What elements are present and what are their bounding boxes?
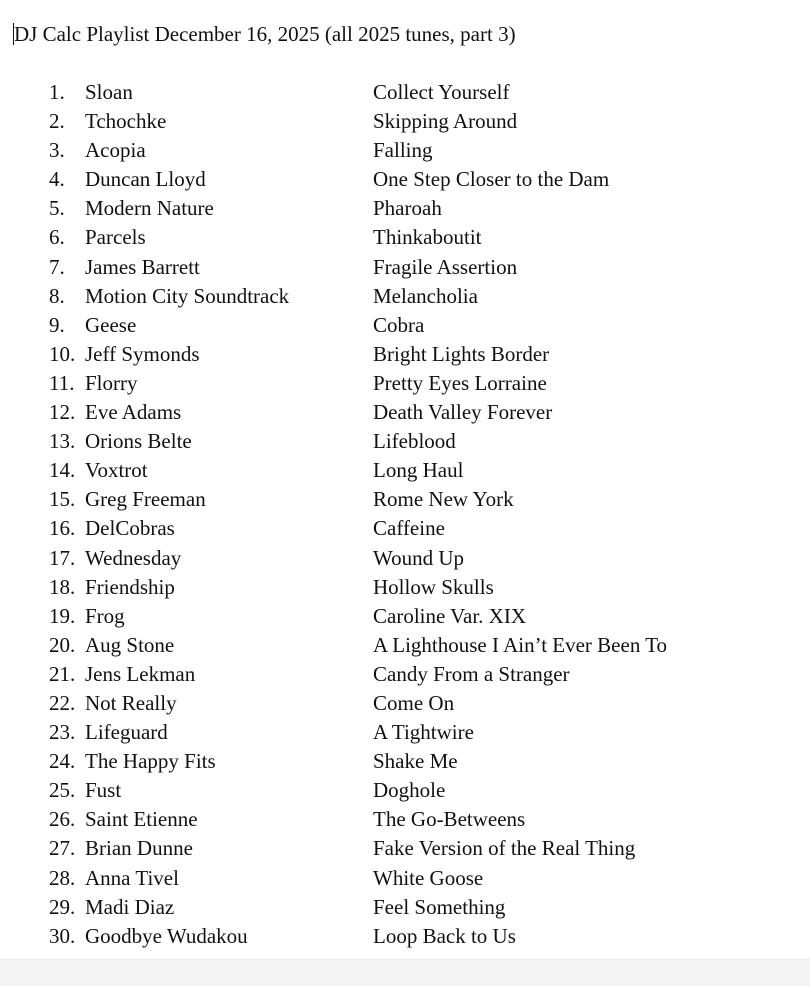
document-title-line[interactable] xyxy=(13,20,516,48)
track-artist[interactable]: DelCobras xyxy=(85,516,175,541)
track-number: 2. xyxy=(49,109,65,134)
track-song[interactable]: Caroline Var. XIX xyxy=(373,603,526,628)
track-artist[interactable]: The Happy Fits xyxy=(85,749,216,774)
track-artist[interactable]: Madi Diaz xyxy=(85,894,175,919)
track-song[interactable]: One Step Closer to the Dam xyxy=(373,167,610,192)
track-number: 4. xyxy=(49,167,65,192)
track-number: 9. xyxy=(49,312,65,337)
track-number: 21. xyxy=(49,661,76,686)
track-number: 24. xyxy=(49,749,76,774)
track-number: 28. xyxy=(49,865,76,890)
track-artist[interactable]: Anna Tivel xyxy=(85,865,179,890)
track-artist[interactable]: Sloan xyxy=(85,80,133,104)
track-number: 18. xyxy=(49,574,76,599)
track-artist[interactable]: Goodbye Wudakou xyxy=(85,923,248,948)
track-artist[interactable]: Greg Freeman xyxy=(85,487,206,512)
track-song[interactable]: A Tightwire xyxy=(373,720,474,745)
track-artist[interactable]: Fust xyxy=(85,778,122,803)
track-artist[interactable]: Parcels xyxy=(85,225,146,250)
track-song[interactable]: Doghole xyxy=(373,778,446,803)
track-artist[interactable]: Lifeguard xyxy=(85,720,168,745)
track-song[interactable]: Long Haul xyxy=(373,458,464,483)
track-song[interactable]: A Lighthouse I Ain’t Ever Been To xyxy=(373,632,668,657)
track-artist[interactable]: James Barrett xyxy=(85,254,200,279)
track-number: 3. xyxy=(49,138,65,163)
track-song[interactable]: Pretty Eyes Lorraine xyxy=(373,370,547,395)
track-number: 26. xyxy=(49,807,76,832)
track-number: 10. xyxy=(49,341,76,366)
track-artist[interactable]: Duncan Lloyd xyxy=(85,167,206,192)
track-song[interactable]: Bright Lights Border xyxy=(373,341,550,366)
track-number: 22. xyxy=(49,690,76,715)
track-artist[interactable]: Aug Stone xyxy=(85,632,175,657)
track-song[interactable]: Come On xyxy=(373,690,455,715)
track-number: 30. xyxy=(49,923,76,948)
text-cursor xyxy=(13,23,14,45)
track-artist[interactable]: Eve Adams xyxy=(85,400,182,425)
track-song[interactable]: Rome New York xyxy=(373,487,514,512)
track-song[interactable]: Fragile Assertion xyxy=(373,254,518,279)
track-song[interactable]: Skipping Around xyxy=(373,109,518,134)
track-song[interactable]: Caffeine xyxy=(373,516,445,541)
track-song[interactable]: White Goose xyxy=(373,865,484,890)
track-artist[interactable]: Jeff Symonds xyxy=(85,341,200,366)
track-artist[interactable]: Saint Etienne xyxy=(85,807,198,832)
track-artist[interactable]: Motion City Soundtrack xyxy=(85,283,290,308)
track-artist[interactable]: Frog xyxy=(85,603,125,628)
track-number: 8. xyxy=(49,283,65,308)
track-artist[interactable]: Voxtrot xyxy=(85,458,148,483)
track-number: 19. xyxy=(49,603,76,628)
track-number: 5. xyxy=(49,196,65,221)
track-song[interactable]: Cobra xyxy=(373,312,425,337)
track-artist[interactable]: Tchochke xyxy=(85,109,167,134)
track-song[interactable]: Feel Something xyxy=(373,894,506,919)
track-artist[interactable]: Wednesday xyxy=(85,545,182,570)
bottom-scroll-area xyxy=(0,959,810,986)
track-number: 12. xyxy=(49,400,76,425)
track-number: 14. xyxy=(49,458,76,483)
track-song[interactable]: Fake Version of the Real Thing xyxy=(373,836,636,861)
track-song[interactable]: Death Valley Forever xyxy=(373,400,553,425)
track-number: 1. xyxy=(49,80,65,104)
track-song[interactable]: Loop Back to Us xyxy=(373,923,516,948)
track-number: 25. xyxy=(49,778,76,803)
track-artist[interactable]: Brian Dunne xyxy=(85,836,193,861)
track-number: 27. xyxy=(49,836,76,861)
track-song[interactable]: The Go-Betweens xyxy=(373,807,526,832)
track-number: 13. xyxy=(49,429,76,454)
track-artist[interactable]: Geese xyxy=(85,312,137,337)
track-artist[interactable]: Jens Lekman xyxy=(85,661,196,686)
track-song[interactable]: Candy From a Stranger xyxy=(373,661,570,686)
track-song[interactable]: Hollow Skulls xyxy=(373,574,494,599)
track-artist[interactable]: Acopia xyxy=(85,138,146,163)
track-artist[interactable]: Modern Nature xyxy=(85,196,214,221)
track-song[interactable]: Thinkaboutit xyxy=(373,225,482,250)
track-song[interactable]: Falling xyxy=(373,138,433,163)
track-number: 15. xyxy=(49,487,76,512)
track-song[interactable]: Wound Up xyxy=(373,545,465,570)
track-artist[interactable]: Not Really xyxy=(85,690,177,715)
track-number: 29. xyxy=(49,894,76,919)
document-title[interactable]: DJ Calc Playlist December 16, 2025 (all 2025 tunes, part 3) xyxy=(14,21,516,46)
track-number: 23. xyxy=(49,720,76,745)
track-artist[interactable]: Florry xyxy=(85,370,138,395)
track-song[interactable]: Pharoah xyxy=(373,196,442,221)
track-song[interactable]: Melancholia xyxy=(373,283,478,308)
track-artist[interactable]: Orions Belte xyxy=(85,429,192,454)
track-song[interactable]: Shake Me xyxy=(373,749,458,774)
track-number: 17. xyxy=(49,545,76,570)
track-artist[interactable]: Friendship xyxy=(85,574,175,599)
track-number: 20. xyxy=(49,632,76,657)
track-number: 16. xyxy=(49,516,76,541)
track-number: 6. xyxy=(49,225,65,250)
track-song[interactable]: Lifeblood xyxy=(373,429,456,454)
track-number: 7. xyxy=(49,254,65,279)
track-song[interactable]: Collect Yourself xyxy=(373,80,510,104)
track-number: 11. xyxy=(49,370,75,395)
